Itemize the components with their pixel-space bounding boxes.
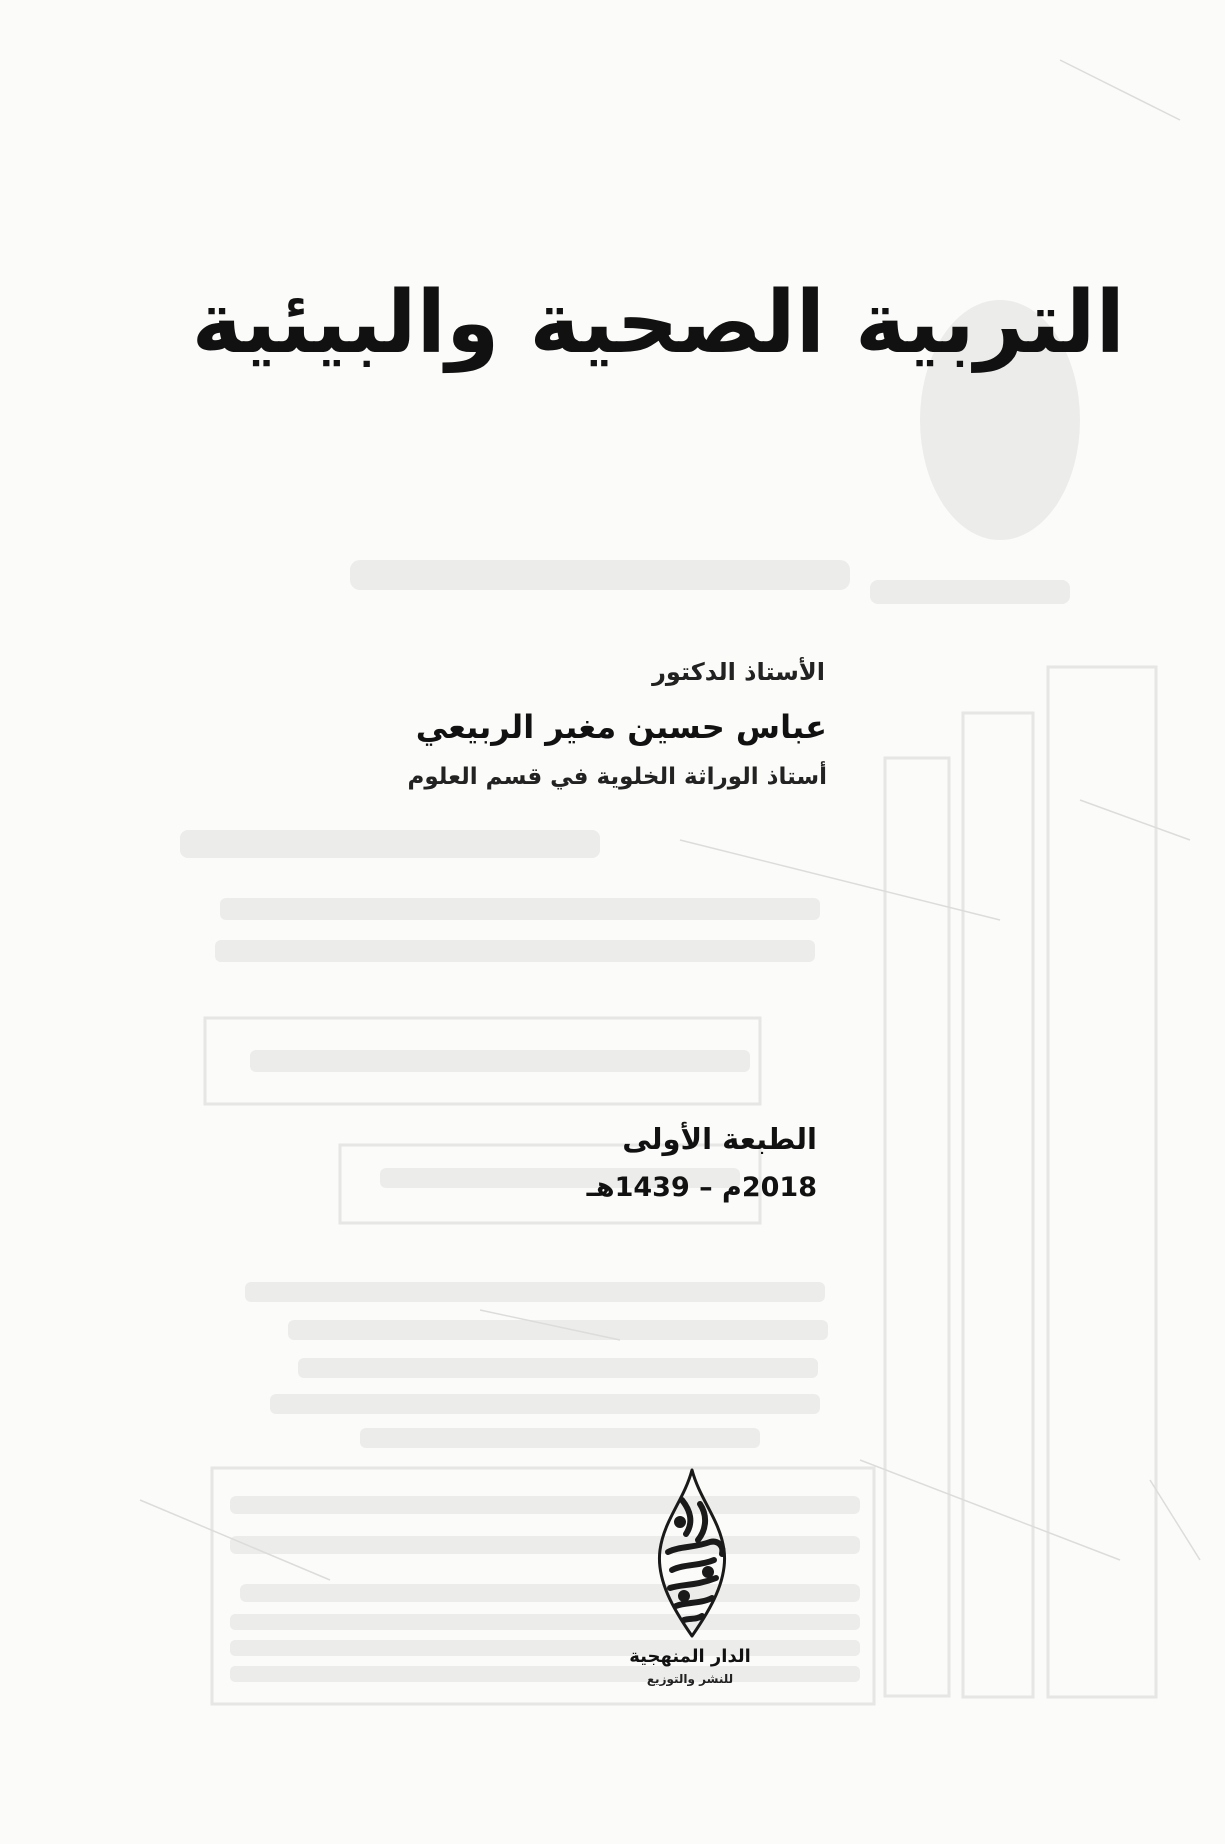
edition-label: الطبعة الأولى (622, 1122, 817, 1156)
book-title: التربية الصحية والبيئية (191, 273, 1125, 373)
publisher-subtitle: للنشر والتوزيع (646, 1672, 734, 1686)
author-name: عباس حسين مغير الربيعي (415, 708, 827, 746)
author-affiliation: أستاذ الوراثة الخلوية في قسم العلوم (407, 764, 827, 790)
publisher-name: الدار المنهجية (629, 1646, 751, 1667)
publication-date: 2018م – 1439هـ (586, 1172, 817, 1203)
author-rank: الأستاذ الدكتور (652, 658, 825, 686)
